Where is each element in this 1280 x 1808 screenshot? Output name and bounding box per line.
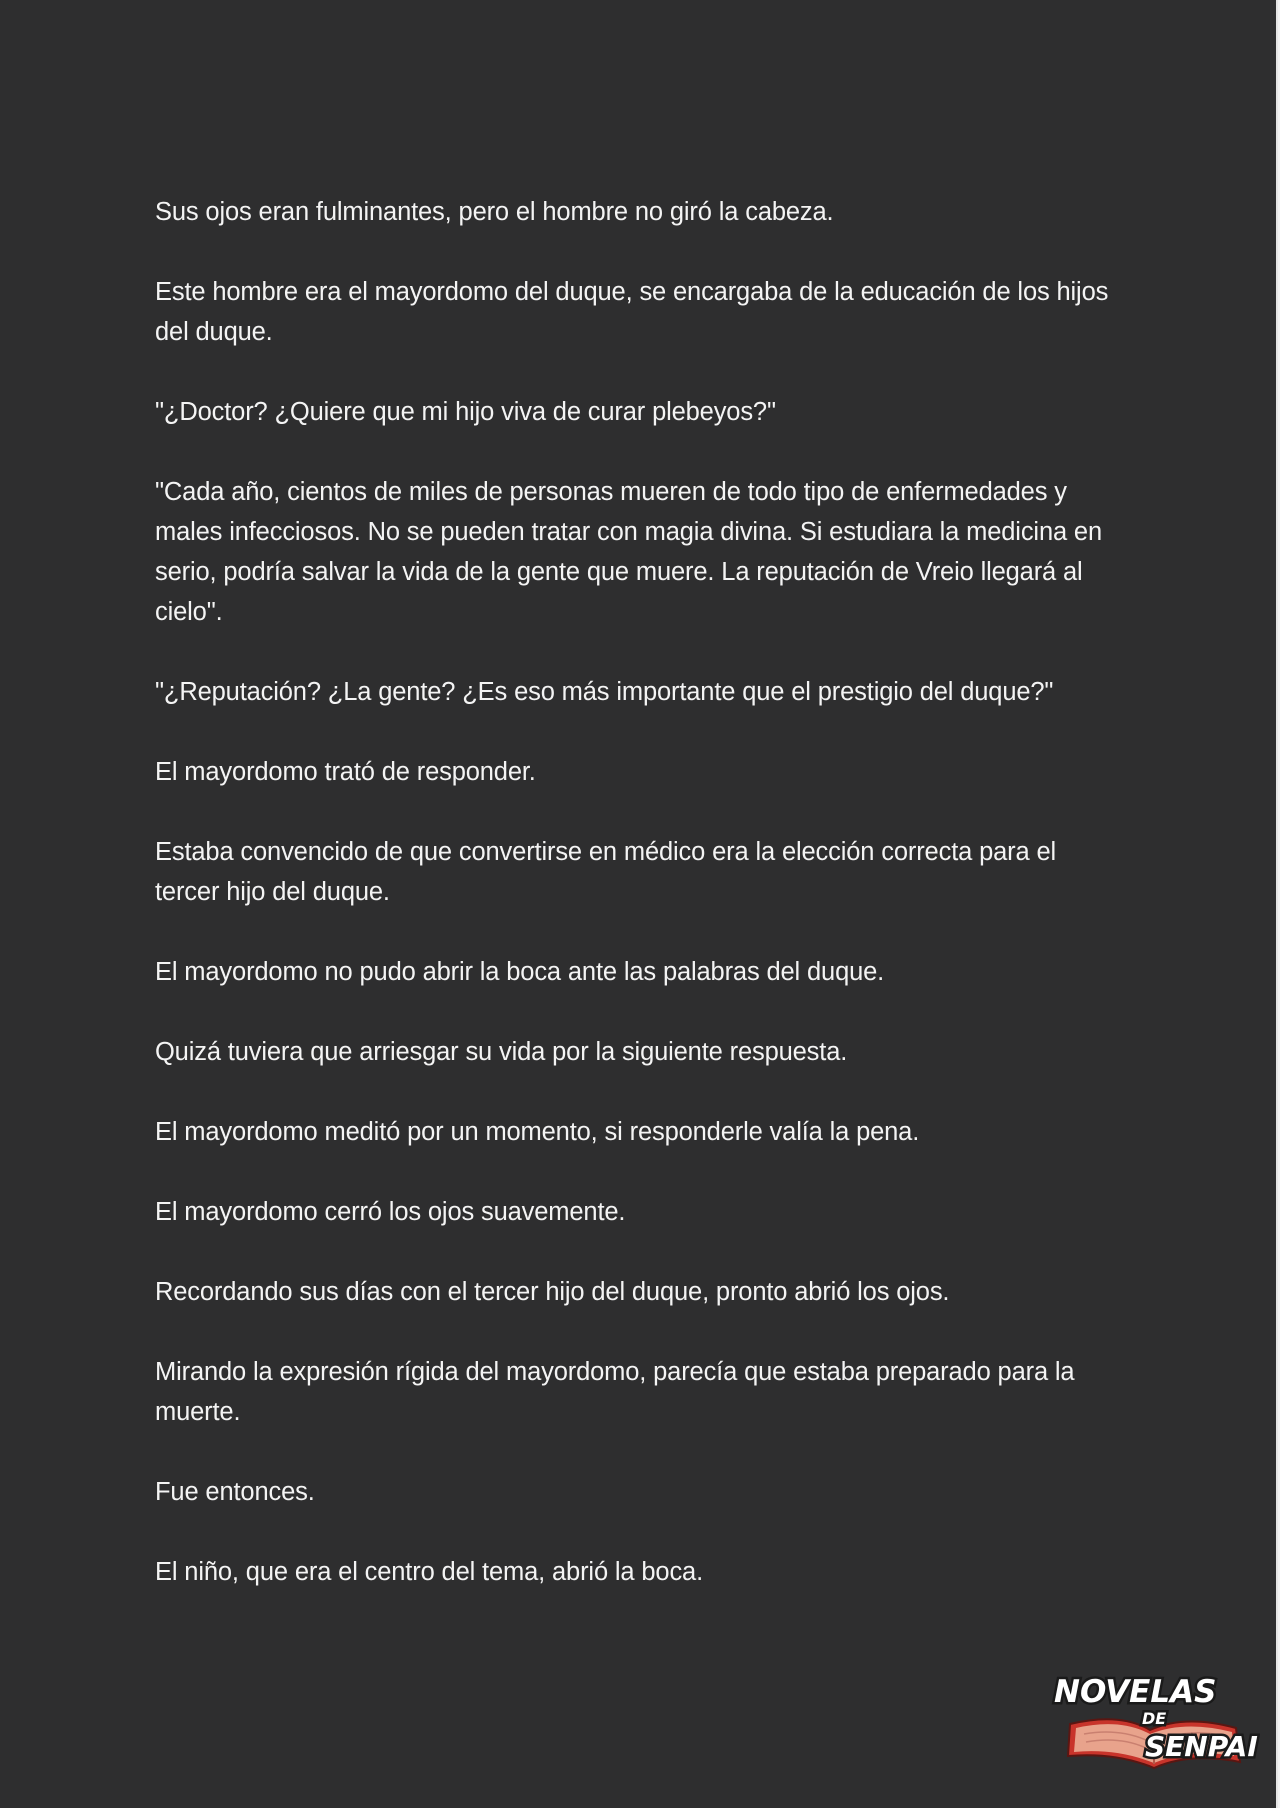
paragraph: Recordando sus días con el tercer hijo del duque, pronto abrió los ojos. — [155, 1278, 950, 1306]
paragraph: "¿Doctor? ¿Quiere que mi hijo viva de curar plebeyos?" — [155, 398, 776, 426]
svg-text:NOVELAS: NOVELAS — [1054, 1674, 1217, 1710]
paragraph: El niño, que era el centro del tema, abrió la boca. — [155, 1558, 704, 1586]
paragraph: "Cada año, cientos de miles de personas mueren de todo tipo de enfermedades y males infecciosos. No se pueden tratar con magia divina. Si estudiara la medicina en serio, podría salvar la vida de la gente que muere. La reputación de Vreio llegará al cielo". — [155, 478, 1102, 626]
paragraph: El mayordomo trató de responder. — [155, 758, 536, 786]
novelas-de-senpai-logo — [1050, 1668, 1260, 1772]
paragraph: Sus ojos eran fulminantes, pero el hombre no giró la cabeza. — [155, 198, 834, 226]
paragraph: Mirando la expresión rígida del mayordomo, parecía que estaba preparado para la muerte. — [155, 1358, 1075, 1426]
paragraph: El mayordomo meditó por un momento, si responderle valía la pena. — [155, 1118, 920, 1146]
paragraph: El mayordomo no pudo abrir la boca ante las palabras del duque. — [155, 958, 885, 986]
paragraph: "¿Reputación? ¿La gente? ¿Es eso más importante que el prestigio del duque?" — [155, 678, 1054, 706]
chapter-text — [155, 192, 1123, 1632]
svg-text:SENPAI: SENPAI — [1145, 1730, 1258, 1763]
svg-text:DE: DE — [1142, 1709, 1167, 1728]
paragraph: Fue entonces. — [155, 1478, 315, 1506]
paragraph: Estaba convencido de que convertirse en médico era la elección correcta para el tercer hijo del duque. — [155, 838, 1057, 906]
paragraph: Este hombre era el mayordomo del duque, se encargaba de la educación de los hijos del duque. — [155, 278, 1109, 346]
paragraph: Quizá tuviera que arriesgar su vida por la siguiente respuesta. — [155, 1038, 848, 1066]
paragraph: El mayordomo cerró los ojos suavemente. — [155, 1198, 626, 1226]
